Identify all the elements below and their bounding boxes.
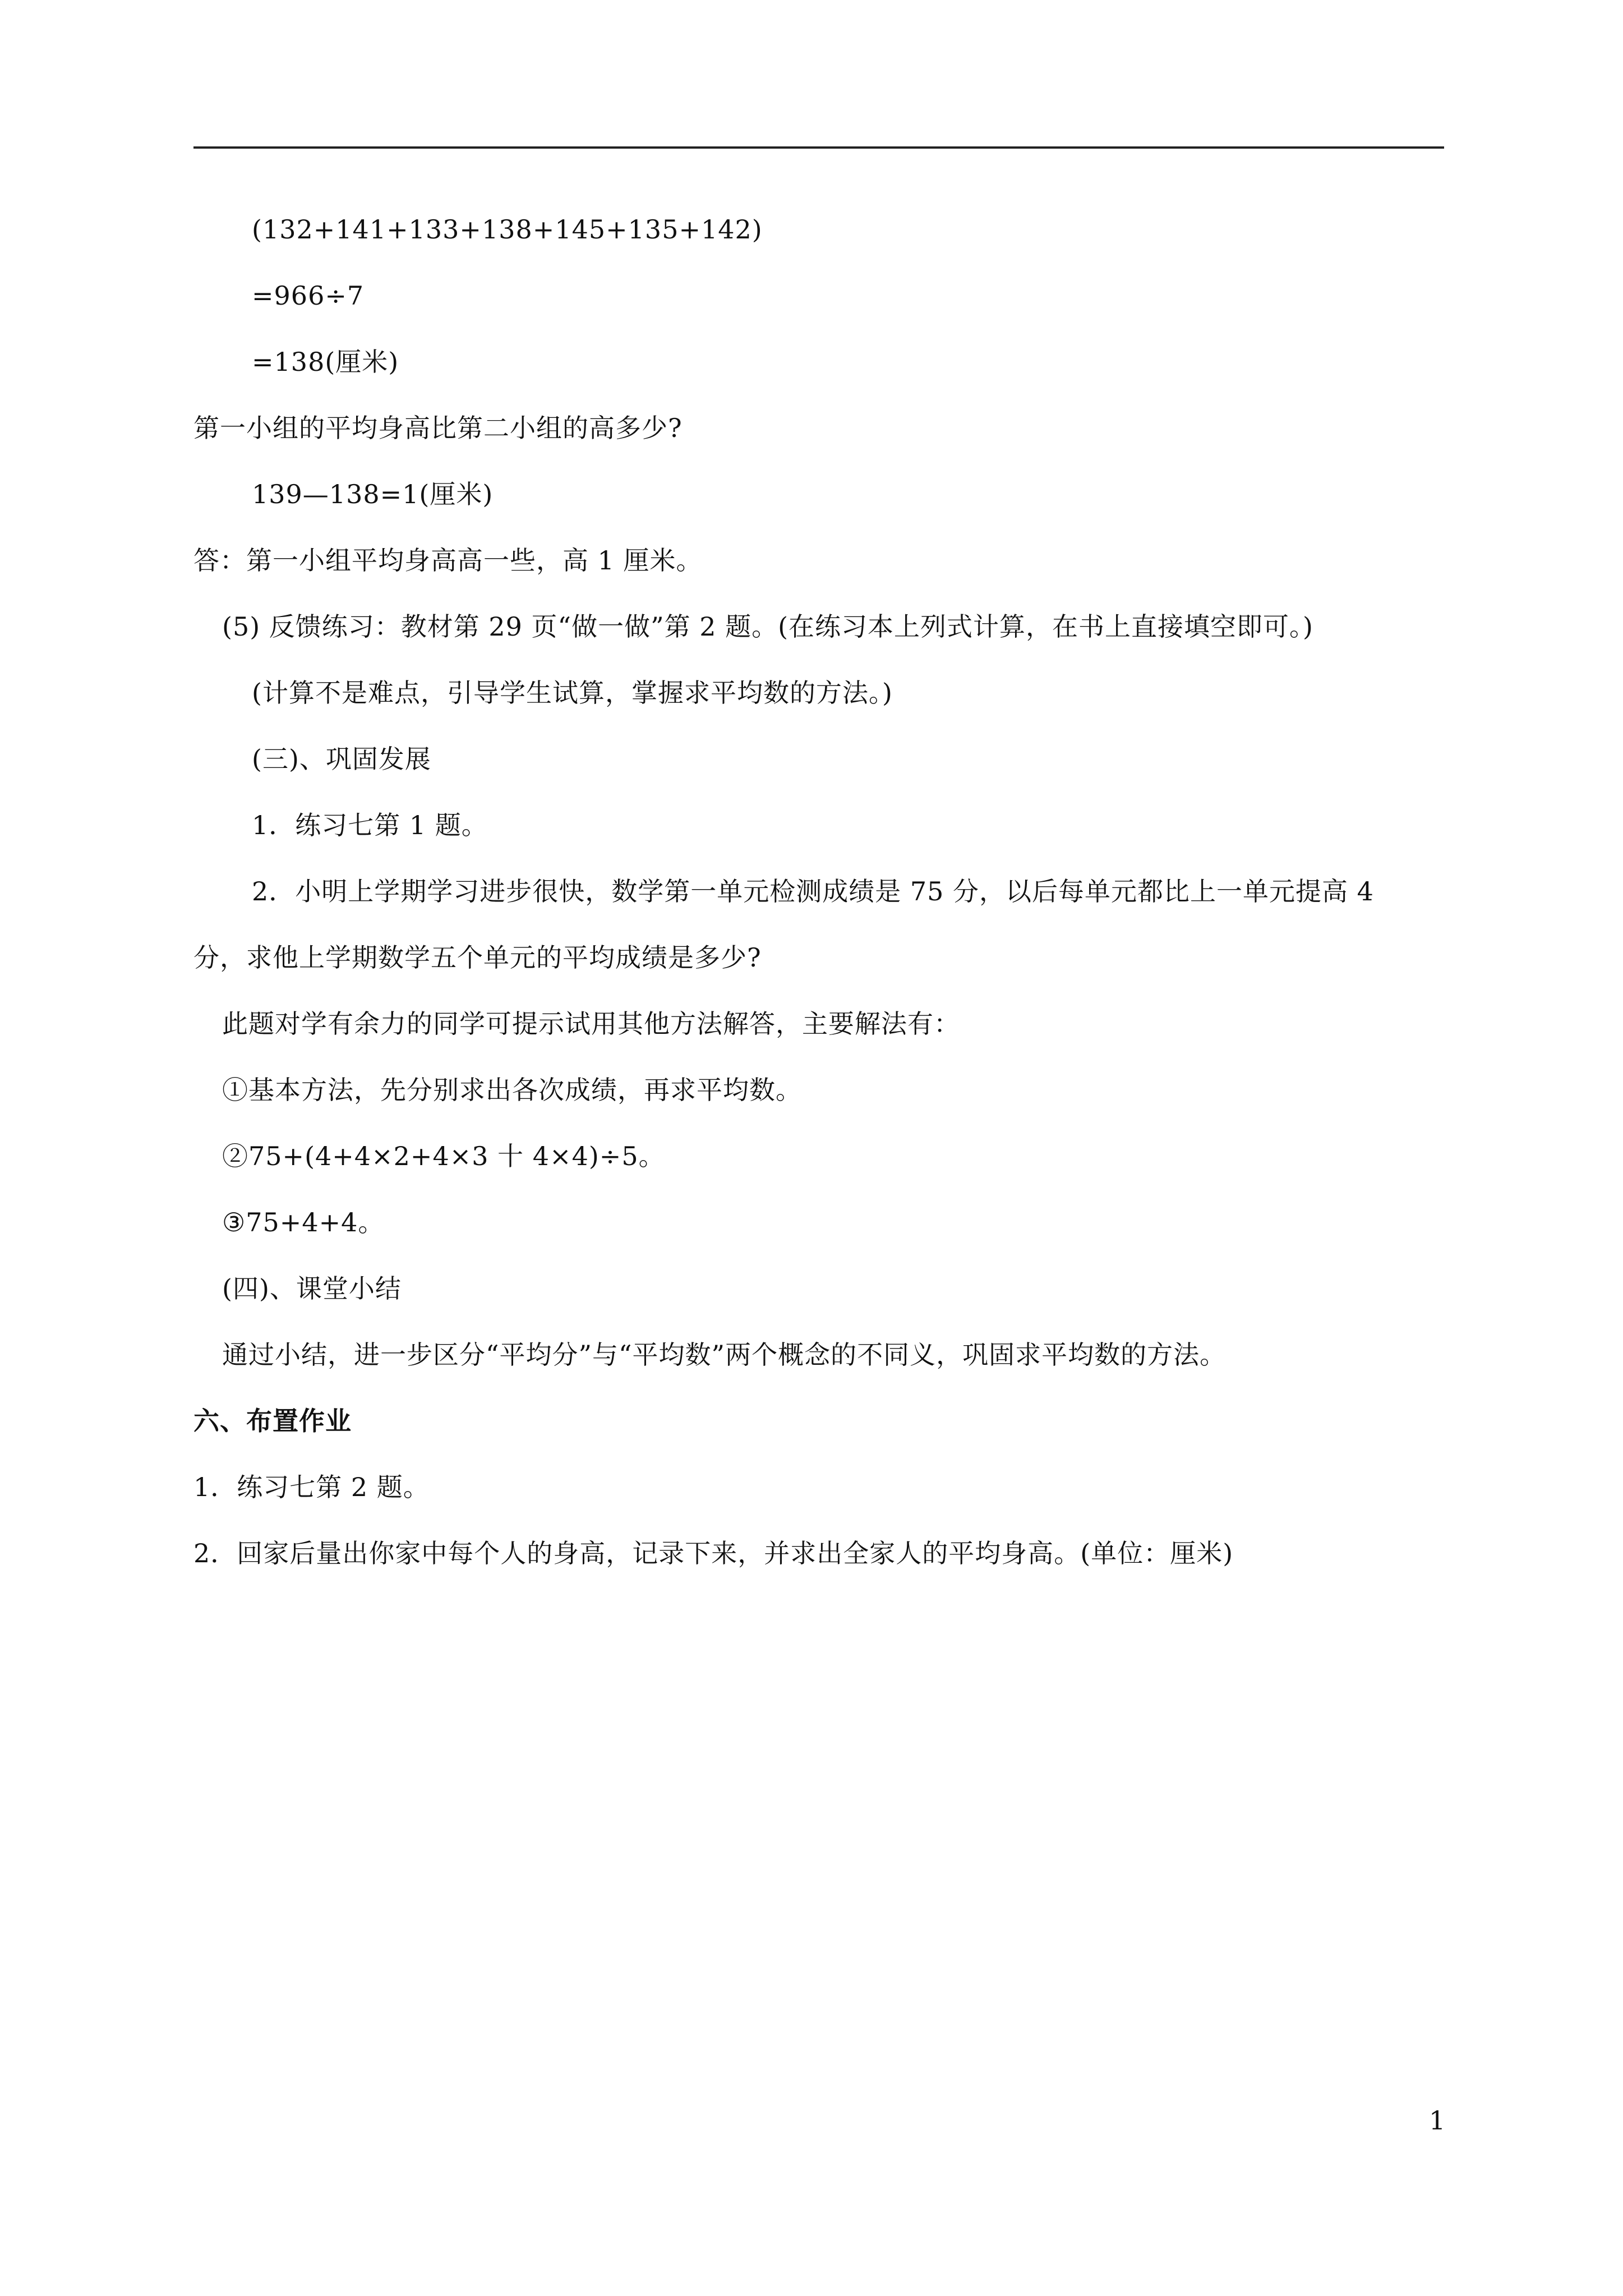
text-line: 1．练习七第 1 题。: [252, 810, 488, 840]
text-line: ①基本方法，先分别求出各次成绩，再求平均数。: [222, 1075, 802, 1105]
text-line: (三)、巩固发展: [252, 744, 431, 774]
text-line: 第一小组的平均身高比第二小组的高多少?: [193, 413, 683, 443]
text-line: (四)、课堂小结: [222, 1273, 402, 1304]
text-line: ②75+(4+4×2+4×3 十 4×4)÷5。: [222, 1141, 665, 1171]
text-line: 2．回家后量出你家中每个人的身高，记录下来，并求出全家人的平均身高。(单位：厘米): [193, 1538, 1234, 1568]
header-rule: [193, 146, 1444, 149]
text-line: (5) 反馈练习：教材第 29 页“做一做”第 2 题。(在练习本上列式计算，在书上直接填空即可。): [222, 611, 1313, 642]
text-line: (132+141+133+138+145+135+142): [252, 214, 763, 245]
text-line: 答：第一小组平均身高高一些，高 1 厘米。: [193, 545, 703, 576]
text-line: 2．小明上学期学习进步很快，数学第一单元检测成绩是 75 分，以后每单元都比上一单元提高 4: [252, 876, 1374, 907]
section-heading: 六、布置作业: [193, 1406, 352, 1436]
page-number: 1: [1429, 2105, 1446, 2136]
text-line: 139—138=1(厘米): [252, 479, 494, 509]
text-line: (计算不是难点，引导学生试算，掌握求平均数的方法。): [252, 678, 893, 708]
text-line: ③75+4+4。: [222, 1207, 385, 1237]
text-line: 分，求他上学期数学五个单元的平均成绩是多少?: [193, 942, 762, 973]
text-line: =966÷7: [252, 280, 365, 311]
text-line: =138(厘米): [252, 347, 399, 377]
text-line: 通过小结，进一步区分“平均分”与“平均数”两个概念的不同义，巩固求平均数的方法。: [222, 1340, 1227, 1370]
text-line: 1．练习七第 2 题。: [193, 1472, 430, 1502]
text-line: 此题对学有余力的同学可提示试用其他方法解答，主要解法有：: [222, 1009, 960, 1039]
